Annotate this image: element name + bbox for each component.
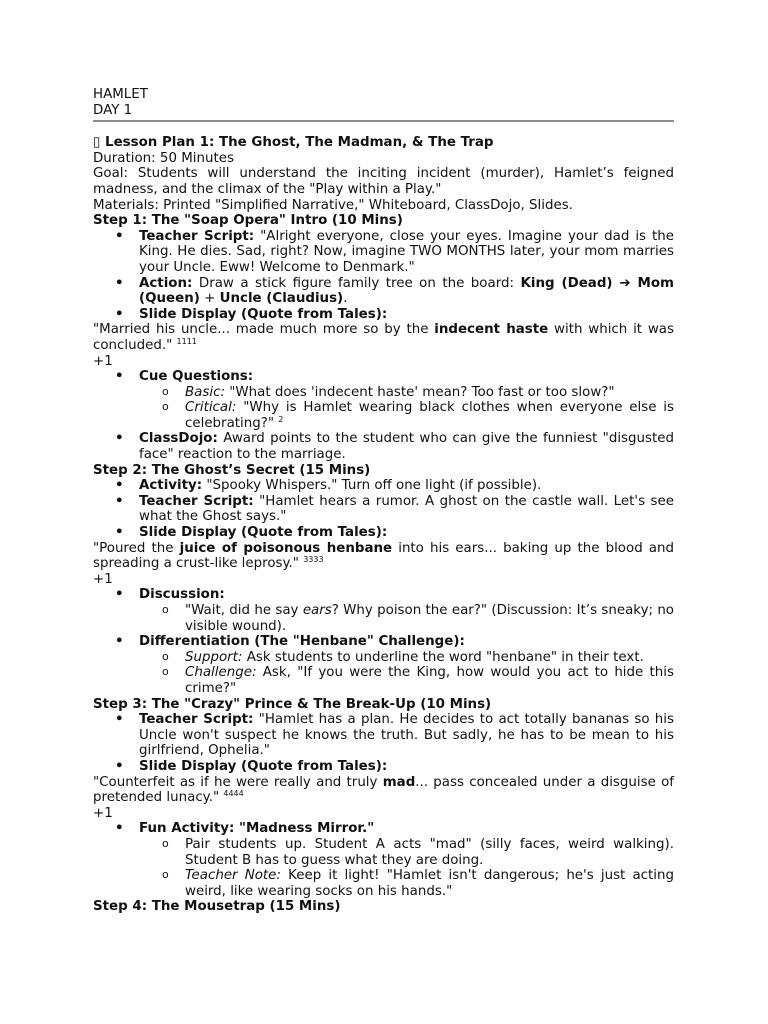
step3-quote-post: ... pass concealed under a disguise of pretended lunacy." [93, 774, 674, 806]
step2-quote-bold: juice of poisonous henbane [179, 540, 393, 556]
step3-quote-pre: "Counterfeit as if he were really and truly [93, 774, 383, 790]
diff-sublist [139, 650, 674, 697]
lesson-goal: Goal: Students will understand the inciting incident (murder), Hamlet’s feigned madness, and the climax of the "Play within a Play." [93, 166, 674, 197]
step3-heading: Step 3: The "Crazy" Prince & The Break-Up (10 Mins) [93, 696, 492, 712]
cue-critical-text: "Why is Hamlet wearing black clothes when everyone else is celebrating?" [185, 400, 674, 431]
step1-plus-one: +1 [93, 353, 113, 369]
step1-dojo-text: Award points to the student who can give the funniest "disgusted face" reaction to the marriage. [139, 431, 674, 463]
step3-list-2 [93, 821, 674, 899]
step2-script-label: Teacher Script: [139, 493, 254, 509]
step2-quote [93, 541, 674, 572]
list-item [93, 821, 674, 899]
disc-italic: ears [302, 603, 332, 618]
step3-list [93, 712, 674, 774]
step3-fun-label: Fun Activity: "Madness Mirror." [139, 821, 375, 837]
step1-action-text: Draw a stick figure family tree on the board: [192, 275, 521, 291]
lesson-title [93, 135, 674, 151]
list-item [93, 431, 674, 462]
list-item [139, 385, 674, 401]
cue-sublist [139, 385, 674, 432]
list-item [139, 868, 674, 899]
list-item [139, 665, 674, 696]
list-item [93, 276, 674, 307]
step2-diff-label: Differentiation (The "Henbane" Challenge): [139, 634, 465, 650]
step2-list [93, 478, 674, 540]
fun-note-label: Teacher Note: [185, 868, 281, 884]
step3-script-text: "Hamlet has a plan. He decides to act totally bananas so his Uncle won't suspect he knows the truth. But sadly, he has to be mean to his girlfriend, Ophelia." [139, 712, 674, 759]
cue-critical-label: Critical: [185, 400, 237, 416]
step1-action-end: . [343, 291, 348, 307]
step2-list-2 [93, 587, 674, 696]
document-page [93, 87, 674, 915]
step1-dojo-label: ClassDojo: [139, 431, 218, 447]
diff-support-text: Ask students to underline the word "henbane" in their text. [242, 649, 644, 665]
list-item [93, 759, 674, 775]
disc-pre: "Wait, did he say [185, 603, 303, 618]
step1-list-2 [93, 369, 674, 463]
step2-discussion-label: Discussion: [139, 587, 225, 603]
step1-heading: Step 1: The "Soap Opera" Intro (10 Mins) [93, 213, 403, 229]
cue-critical-footnote: 2 [278, 414, 284, 424]
step2-quote-footnote: 3333 [303, 555, 324, 565]
list-item [139, 400, 674, 431]
document-title: HAMLET [93, 87, 148, 102]
step2-slide-label: Slide Display (Quote from Tales): [139, 525, 388, 541]
step4-heading: Step 4: The Mousetrap (15 Mins) [93, 899, 341, 915]
step2-plus-one: +1 [93, 571, 113, 587]
step1-script-label: Teacher Script: [139, 228, 255, 244]
step1-quote-bold: indecent haste [434, 322, 549, 338]
list-item [93, 494, 674, 525]
step3-quote-footnote: 4444 [223, 789, 244, 799]
lesson-title-text: Lesson Plan 1: The Ghost, The Madman, & The Trap [105, 135, 494, 151]
step1-quote [93, 322, 674, 353]
step3-script-label: Teacher Script: [139, 712, 254, 728]
list-item [93, 634, 674, 696]
list-item [139, 603, 674, 634]
cue-basic-text: "What does 'indecent haste' mean? Too fast or too slow?" [224, 384, 615, 400]
step1-quote-post: with which it was concluded." [93, 322, 674, 353]
step2-quote-post: into his ears... baking up the blood and spreading a crust-like leprosy." [93, 540, 675, 572]
step3-quote-bold: mad [382, 774, 416, 790]
step1-quote-footnote: 1111 [176, 336, 197, 346]
step1-list [93, 229, 674, 323]
list-item [139, 650, 674, 666]
lesson-duration: Duration: 50 Minutes [93, 150, 234, 166]
list-item [93, 307, 674, 323]
step2-quote-pre: "Poured the [93, 540, 180, 556]
list-item [93, 478, 674, 494]
document-day: DAY 1 [93, 102, 133, 118]
diff-challenge-label: Challenge: [185, 665, 257, 681]
step1-script-text: "Alright everyone, close your eyes. Imagine your dad is the King. He dies. Sad, right? Now, imagine TWO MONTHS later, your mom marries your Uncle. Eww! Welcome to Denmark." [139, 228, 674, 275]
step1-slide-label: Slide Display (Quote from Tales): [139, 306, 388, 322]
diff-support-label: Support: [185, 649, 243, 665]
list-item [93, 525, 674, 541]
lesson-icon: ▯ [93, 135, 101, 151]
fun-sublist [139, 837, 674, 899]
list-item [93, 369, 674, 431]
diff-challenge-text: Ask, "If you were the King, how would you act to hide this crime?" [185, 665, 674, 696]
disc-post: ? Why poison the ear?" (Discussion: It’s sneaky; no visible wound). [185, 603, 674, 634]
header-divider [93, 120, 674, 122]
step3-slide-label: Slide Display (Quote from Tales): [139, 758, 388, 774]
list-item [139, 837, 674, 868]
step1-action-label: Action: [139, 275, 193, 291]
list-item [93, 712, 674, 759]
fun-note-text: Keep it light! "Hamlet isn't dangerous; he's just acting weird, like wearing socks on his hands." [185, 868, 674, 899]
step2-activity-text: "Spooky Whispers." Turn off one light (if possible). [202, 478, 542, 494]
fun-pair-text: Pair students up. Student A acts "mad" (silly faces, weird walking). Student B has to guess what they are doing. [185, 836, 674, 868]
step3-quote [93, 775, 674, 806]
list-item [93, 229, 674, 276]
step1-cue-label: Cue Questions: [139, 369, 254, 385]
step1-action-plus: + [199, 291, 220, 307]
step2-script-text: "Hamlet hears a rumor. A ghost on the castle wall. Let's see what the Ghost says." [139, 493, 674, 525]
step1-action-bold1: King (Dead) ➔ Mom (Queen) [139, 275, 675, 307]
discussion-sublist [139, 603, 674, 634]
step1-action-bold2: Uncle (Claudius) [219, 291, 344, 307]
lesson-materials: Materials: Printed "Simplified Narrative," Whiteboard, ClassDojo, Slides. [93, 197, 573, 213]
step2-heading: Step 2: The Ghost’s Secret (15 Mins) [93, 462, 371, 478]
step1-quote-pre: "Married his uncle... made much more so by the [93, 322, 435, 338]
cue-basic-label: Basic: [185, 384, 225, 400]
list-item [93, 587, 674, 634]
step3-plus-one: +1 [93, 805, 113, 821]
step2-activity-label: Activity: [139, 478, 203, 494]
